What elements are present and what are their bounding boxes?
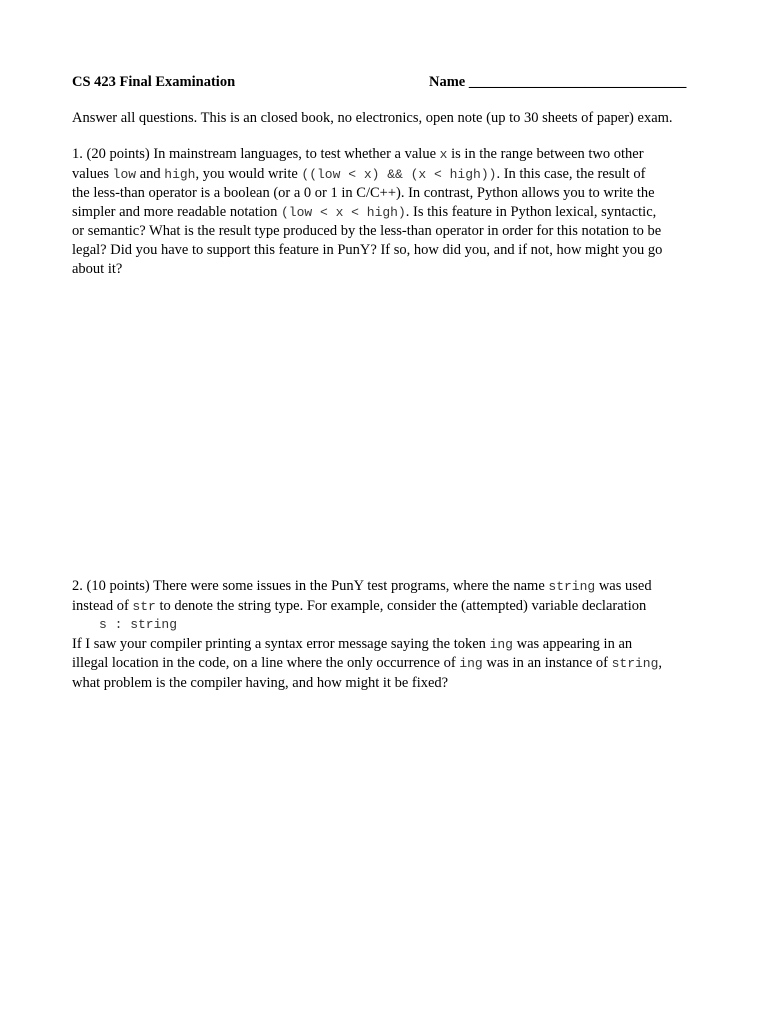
question-2-line — [72, 577, 712, 597]
question-2 — [72, 577, 712, 693]
question-1 — [72, 145, 712, 278]
question-1-line: or semantic? What is the result type produced by the less-than operator in order for this notation to be — [72, 223, 662, 240]
code-run: high — [164, 166, 196, 182]
text-run: and — [136, 165, 165, 182]
code-run: (low < x < high) — [280, 204, 406, 220]
question-1-line — [72, 203, 712, 223]
code-run: string — [548, 579, 596, 594]
text-run: . Is this feature in Python lexical, syntactic, — [405, 203, 657, 220]
code-run: ((low < x) && (x < high)) — [301, 166, 497, 182]
text-run: illegal location in the code, on a line where the only occurrence of — [72, 655, 460, 672]
code-run: x — [439, 147, 448, 162]
question-2-line: what problem is the compiler having, and how might it be fixed? — [72, 674, 449, 691]
text-run: was used — [595, 578, 652, 594]
text-run: is in the range between two other — [447, 146, 644, 162]
question-1-line — [72, 165, 712, 185]
text-run: to denote the string type. For example, consider the (attempted) variable declaration — [155, 597, 647, 614]
text-run: If I saw your compiler printing a syntax error message saying the token — [72, 635, 490, 652]
text-run: 2. (10 points) There were some issues in the PunY test programs, where the name — [72, 578, 549, 594]
exam-title: CS 423 Final Examination — [72, 74, 236, 90]
code-run: ing — [459, 656, 483, 672]
code-run: str — [132, 598, 156, 614]
code-run: string — [611, 656, 659, 672]
exam-header — [72, 74, 698, 94]
name-field-label: Name ______________________________ — [429, 74, 687, 90]
text-run: . In this case, the result of — [496, 165, 646, 182]
question-2-line — [72, 654, 712, 674]
text-run: , — [658, 655, 663, 672]
text-run: was in an instance of — [482, 655, 612, 672]
text-run: simpler and more readable notation — [72, 203, 281, 220]
text-run: was appearing in an — [512, 635, 633, 652]
question-2-line — [72, 597, 712, 617]
question-2-line — [72, 635, 712, 655]
code-run: low — [112, 166, 137, 182]
question-1-line: about it? — [72, 260, 123, 277]
code-run: ing — [489, 636, 513, 652]
question-1-line — [72, 145, 712, 165]
question-1-line: the less-than operator is a boolean (or a 0 or 1 in C/C++). In contrast, Python allows you to write the — [72, 185, 655, 202]
text-run: values — [72, 165, 113, 182]
text-run: 1. (20 points) In mainstream languages, to test whether a value — [72, 146, 440, 162]
text-run: instead of — [72, 597, 133, 614]
code-example: s : string — [99, 617, 178, 633]
question-1-line: legal? Did you have to support this feature in PunY? If so, how did you, and if not, how might you go — [72, 241, 663, 258]
exam-instructions: Answer all questions. This is an closed book, no electronics, open note (up to 30 sheets of paper) exam. — [72, 110, 673, 126]
text-run: , you would write — [195, 165, 302, 182]
